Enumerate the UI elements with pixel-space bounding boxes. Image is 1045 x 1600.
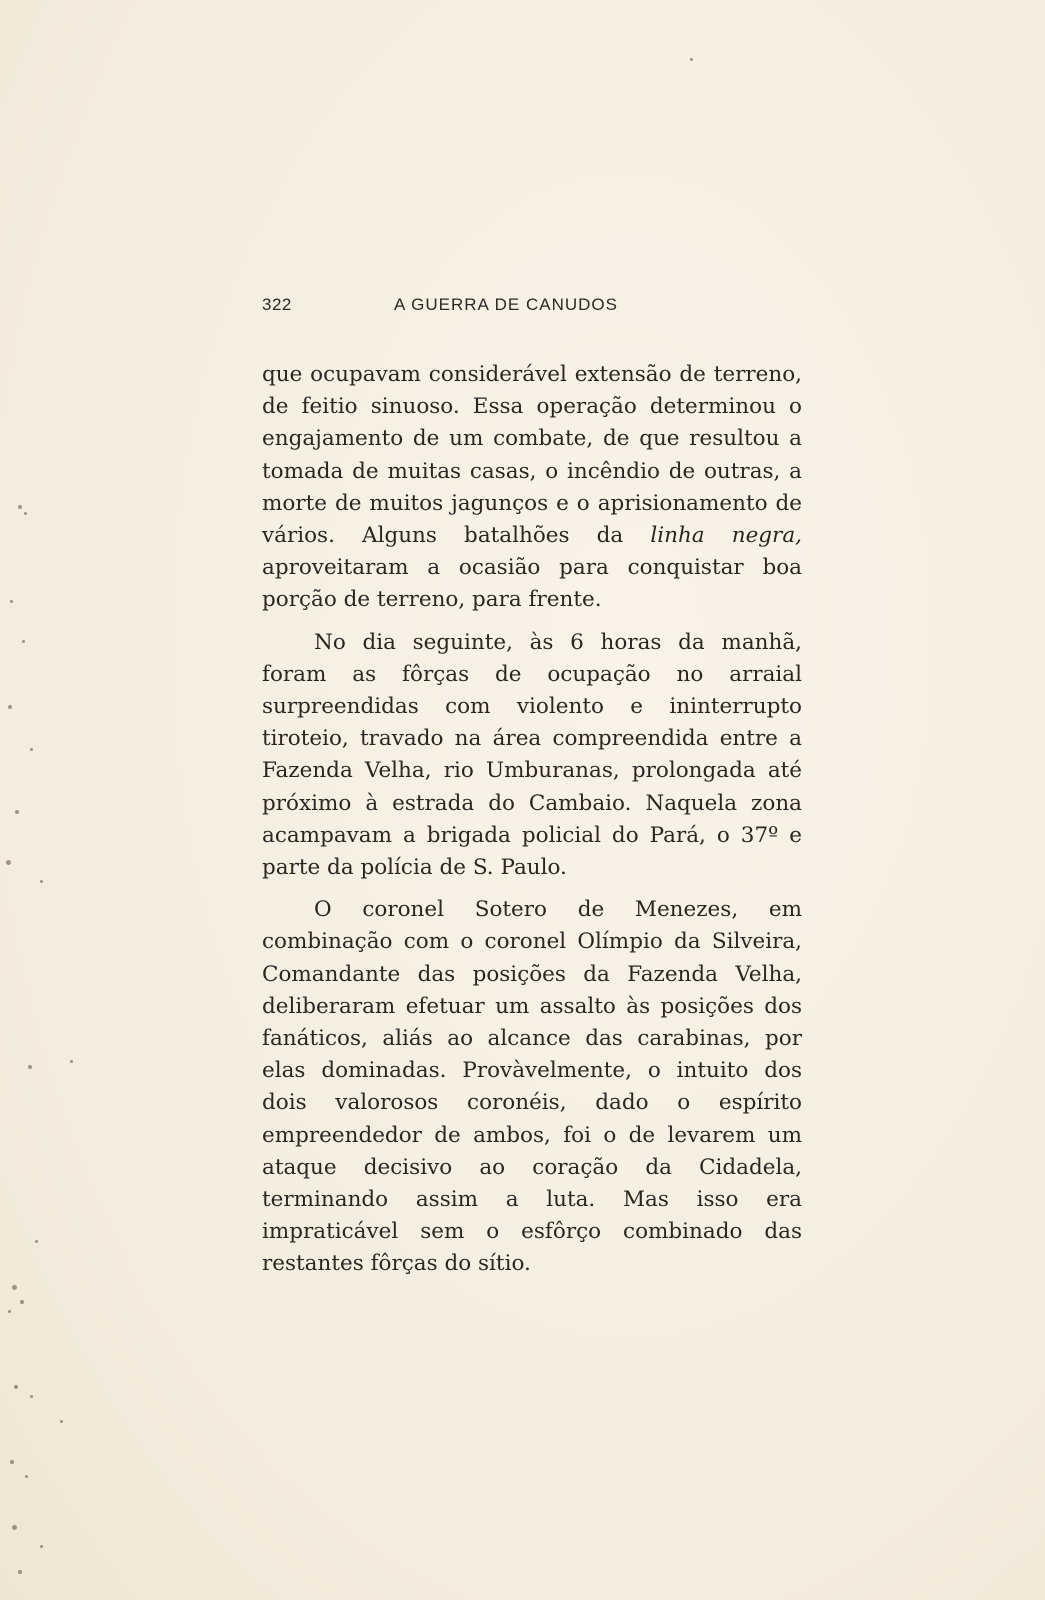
paragraph-1 [262, 359, 802, 617]
paragraph-1-end: aproveitaram a ocasião para conquistar boa porção de terreno, para frente. [262, 555, 802, 613]
body-text [262, 359, 802, 1281]
running-title: A GUERRA DE CANUDOS [394, 295, 618, 314]
paragraph-1-italic: linha negra, [650, 523, 802, 549]
paragraph-1-text: que ocupavam considerável extensão de terreno, de feitio sinuoso. Essa operação determinou o engajamento de um combate, de que resultou a tomada de muitas casas, o incêndio de outras, a morte de muitos jagunços e o aprisionamento de vários. Alguns batalhões da [262, 362, 802, 549]
paragraph-3: O coronel Sotero de Menezes, em combinação com o coronel Olímpio da Silveira, Comandante das posições da Fazenda Velha, deliberaram efetuar um assalto às posições dos fanáticos, aliás ao alcance das carabinas, por elas dominadas. Provàvelmente, o intuito dos dois valorosos coronéis, dado o espírito empreendedor de ambos, foi o de levarem um ataque decisivo ao coração da Cidadela, terminando assim a luta. Mas isso era impraticável sem o esfôrço combinado das restantes fôrças do sítio. [262, 897, 802, 1277]
page-number: 322 [262, 295, 292, 314]
paragraph-2: No dia seguinte, às 6 horas da manhã, foram as fôrças de ocupação no arraial surpreendidas com violento e ininterrupto tiroteio, travado na área compreendida entre a Fazenda Velha, rio Umburanas, prolongada até próximo à estrada do Cambaio. Naquela zona acampavam a brigada policial do Pará, o 37º e parte da polícia de S. Paulo. [262, 629, 802, 881]
page-header [262, 293, 802, 323]
